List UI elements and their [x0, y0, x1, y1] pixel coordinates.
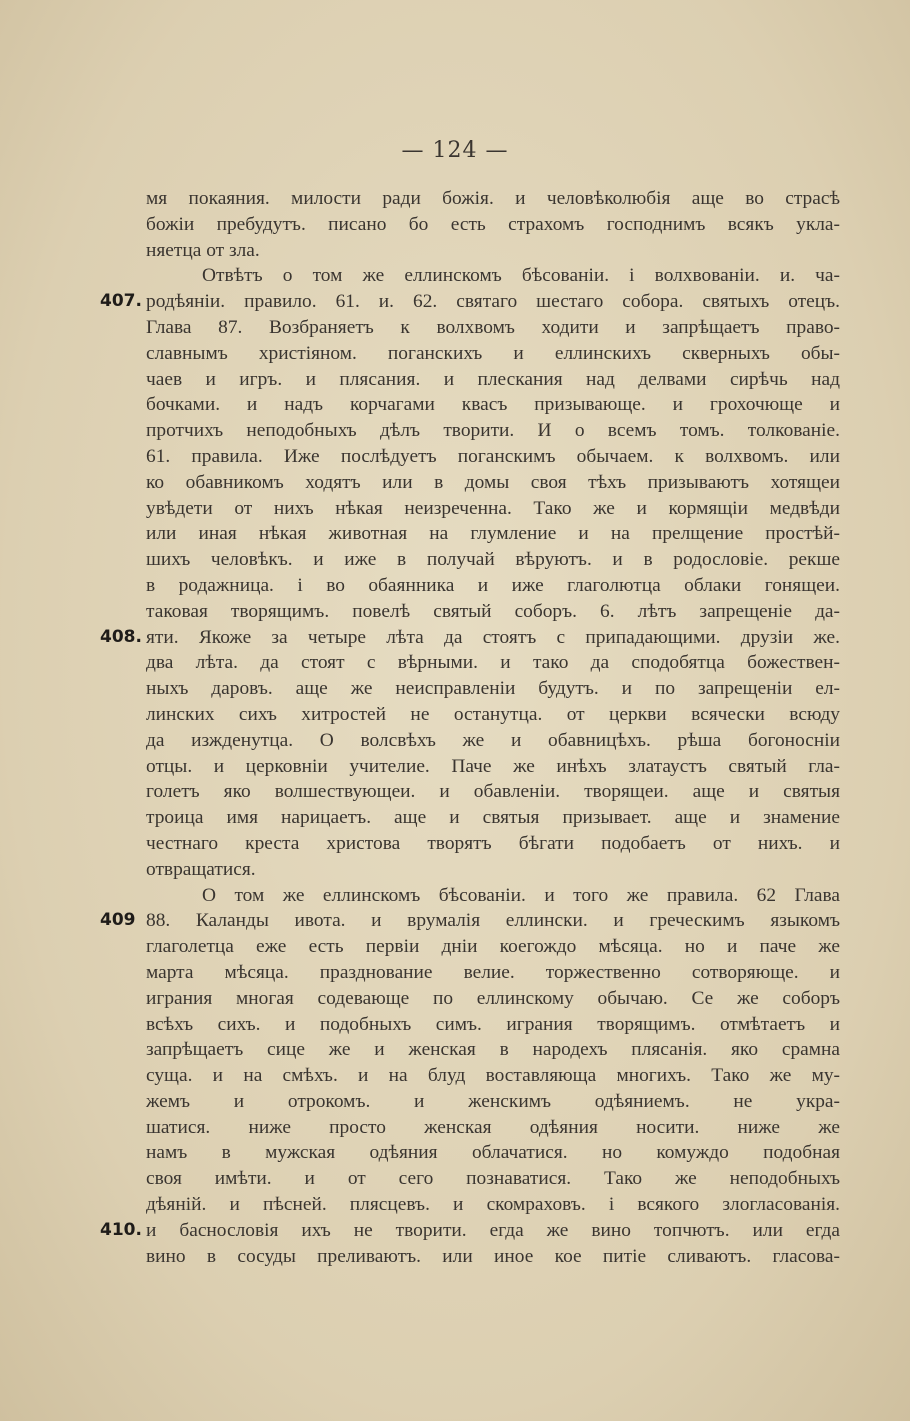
- text-line: суща. и на смѣхъ. и на блуд воставляюща многихъ. Тако же му-: [146, 1065, 840, 1087]
- text-line: своя имѣти. и от сего познаватися. Тако же неподобныхъ: [146, 1168, 840, 1190]
- text-line: Отвѣтъ о том же еллинскомъ бѣсованіи. і волхвованіи. и. ча-: [202, 265, 840, 287]
- text-line: таковая творящимъ. повелѣ святый соборъ. 6. лѣтъ запрещеніе да-: [146, 600, 840, 622]
- margin-rule-number: 408.: [100, 626, 142, 647]
- text-line: честнаго креста христова творятъ бѣгати подобаетъ от нихъ. и: [146, 832, 840, 854]
- text-line: ныхъ даровъ. аще же неисправленіи будутъ. и по запрещеніи ел-: [146, 678, 840, 700]
- text-line: 88. Каланды ивота. и врумалія еллински. и греческимъ языкомъ: [146, 910, 840, 932]
- text-line: намъ в мужская одѣяния облачатися. но комуждо подобная: [146, 1142, 840, 1164]
- text-line: родѣяніи. правило. 61. и. 62. святаго шестаго собора. святыхъ отецъ.: [146, 291, 840, 313]
- text-line: да изжденутца. О волсвѣхъ же и обавницѣхъ. рѣша богоносніи: [146, 729, 840, 751]
- margin-rule-number: 407.: [100, 291, 142, 312]
- text-line: увѣдети от нихъ нѣкая неизреченна. Тако же и кормящіи медвѣди: [146, 497, 840, 519]
- text-line: всѣхъ сихъ. и подобныхъ симъ. играния творящимъ. отмѣтаетъ и: [146, 1013, 840, 1035]
- text-line: марта мѣсяца. празднование велие. торжественно сотворяюще. и: [146, 961, 840, 983]
- text-line: чаев и игръ. и плясания. и плескания над делвами сирѣчь над: [146, 368, 840, 390]
- text-line: яти. Якоже за четыре лѣта да стоятъ с припадающими. друзіи же.: [146, 626, 840, 648]
- text-line: шихъ человѣкъ. и иже в получай вѣруютъ. и в родословіе. рекше: [146, 549, 840, 571]
- text-line: запрѣщаетъ сице же и женская в народехъ плясанія. яко срамна: [146, 1039, 840, 1061]
- text-line: глаголетца еже есть первіи дніи коегождо мѣсяца. но и паче же: [146, 936, 840, 958]
- text-line: О том же еллинскомъ бѣсованіи. и того же правила. 62 Глава: [202, 884, 840, 906]
- text-line: голетъ яко волшествующеи. и обавленіи. творящеи. аще и святыя: [146, 781, 840, 803]
- text-line: бочками. и надъ корчагами квасъ призывающе. и грохочюще и: [146, 394, 840, 416]
- text-line: и баснословія ихъ не творити. егда же вино топчютъ. или егда: [146, 1219, 840, 1241]
- text-line: играния многая содевающе по еллинскому обычаю. Се же соборъ: [146, 987, 840, 1009]
- text-line: протчихъ неподобныхъ дѣлъ творити. И о всемъ томъ. толкованіе.: [146, 420, 840, 442]
- text-line: жемъ и отрокомъ. и женскимъ одѣяниемъ. не укра-: [146, 1090, 840, 1112]
- text-line: отцы. и церковніи учителие. Паче же инѣхъ златаустъ святый гла-: [146, 755, 840, 777]
- text-line: 61. правила. Иже послѣдуетъ поганскимъ обычаем. к волхвомъ. или: [146, 445, 840, 467]
- text-line: троица имя нарицаетъ. аще и святыя призывает. аще и знамение: [146, 807, 840, 829]
- text-line: шатися. ниже просто женская одѣяния носити. ниже же: [146, 1116, 840, 1138]
- margin-rule-number: 410.: [100, 1220, 142, 1240]
- text-line: ко обавникомъ ходятъ или в домы своя тѣхъ призываютъ хотящеи: [146, 471, 840, 493]
- text-line: мя покаяния. милости ради божія. и человѣколюбія аще во страсѣ: [146, 188, 840, 209]
- body-text: [146, 186, 840, 1269]
- text-line: отвращатися.: [146, 858, 256, 880]
- page-number: — 124 —: [401, 138, 509, 163]
- text-line: божіи пребудутъ. писано бо есть страхомъ господнимъ всякъ укла-: [146, 213, 840, 235]
- text-line: два лѣта. да стоят с вѣрными. и тако да сподобятца божествен-: [146, 652, 840, 674]
- text-line: вино в сосуды преливаютъ. или иное кое питіе сливаютъ. гласова-: [146, 1245, 840, 1267]
- text-line: или иная нѣкая животная на глумление и на прелщение простѣй-: [146, 523, 840, 545]
- text-line: Глава 87. Возбраняетъ к волхвомъ ходити и запрѣщаетъ право-: [146, 316, 840, 338]
- text-line: линских сихъ хитростей не останутца. от церкви всячески всюду: [146, 703, 840, 725]
- text-line: дѣяній. и пѣсней. плясцевъ. и скомраховъ. і всякого злогласованія.: [146, 1194, 840, 1216]
- text-line: славнымъ христіяном. поганскихъ и еллинскихъ скверныхъ обы-: [146, 342, 840, 364]
- text-line: няетца от зла.: [146, 239, 260, 261]
- text-line: в родажница. і во обаянника и иже глаголютца облаки гонящеи.: [146, 574, 840, 596]
- margin-rule-number: 409: [100, 910, 136, 931]
